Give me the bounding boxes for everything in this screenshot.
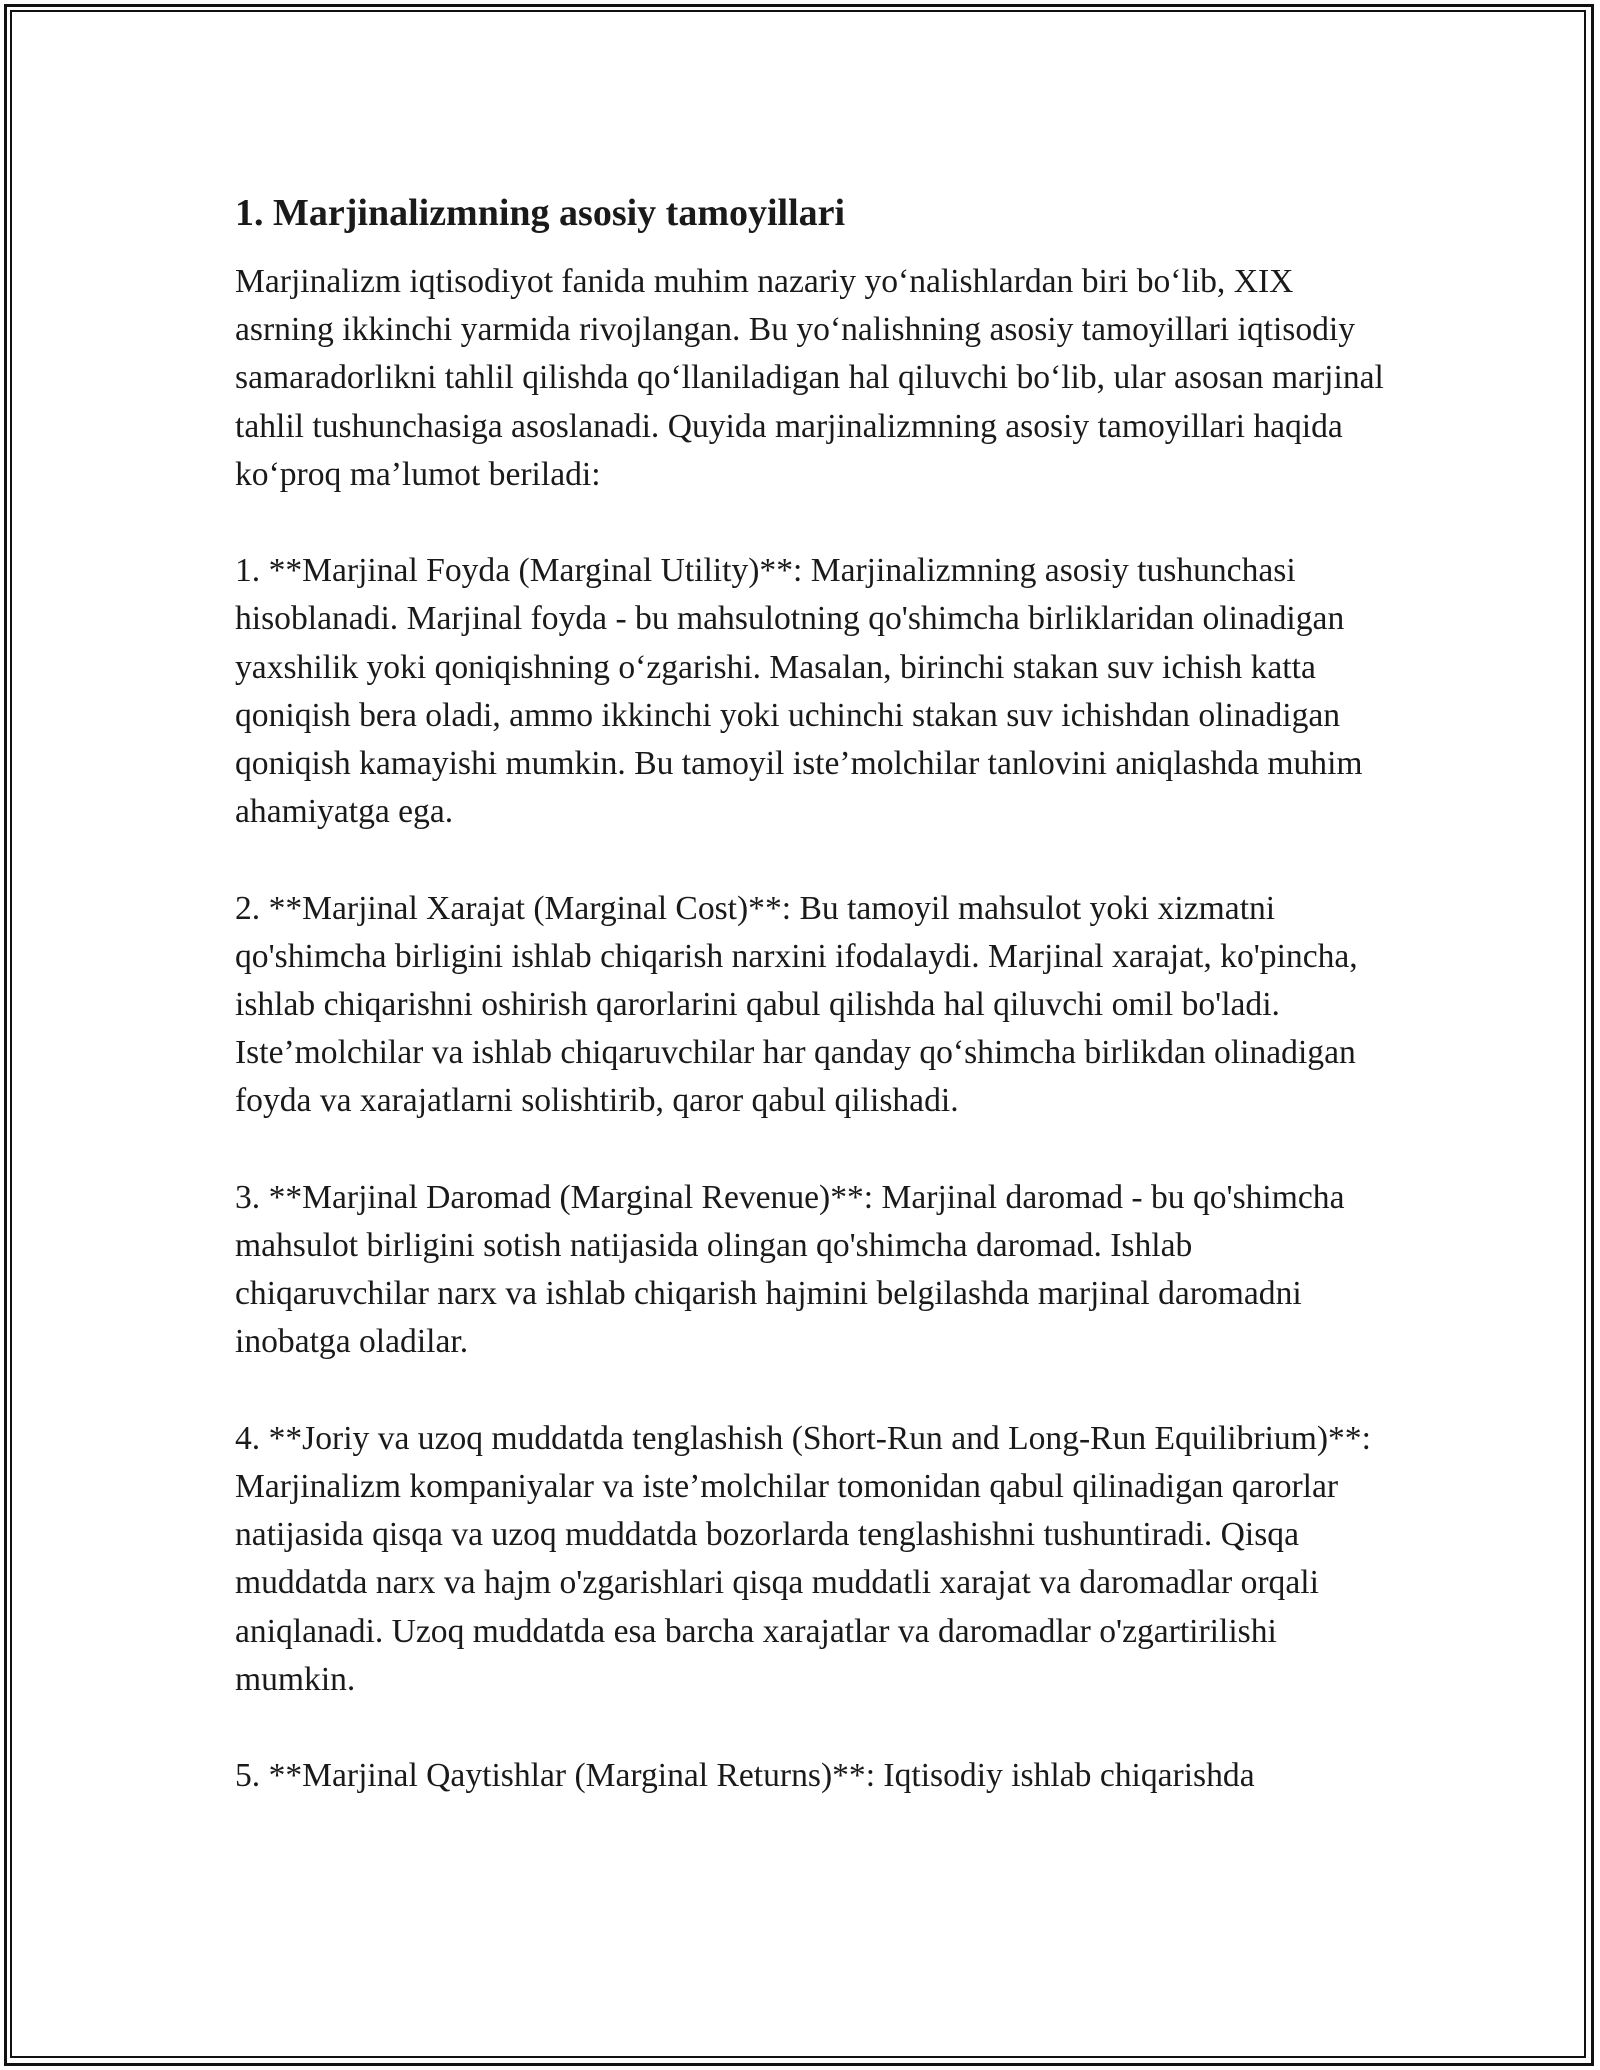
principle-marginal-returns: 5. **Marjinal Qaytishlar (Marginal Returns)**: Iqtisodiy ishlab chiqarishda	[235, 1757, 1255, 1795]
principle-equilibrium: 4. **Joriy va uzoq muddatda tenglashish (Short-Run and Long-Run Equilibrium)**: Marjinalizm kompaniyalar va iste’molchilar tomonidan qabul qilinadigan qarorlar natijasida qisqa va uzoq muddatda bozorlarda tenglashishni tushuntiradi. Qisqa muddatda narx va hajm o'zgarishlari qisqa muddatli xarajat va daromadlar orqali aniqlanadi. Uzoq muddatda esa barcha xarajatlar va daromadlar o'zgartirilishi mumkin.	[235, 1419, 1371, 1698]
principle-marginal-utility: 1. **Marjinal Foyda (Marginal Utility)**: Marjinalizmning asosiy tushunchasi hisoblanadi. Marjinal foyda - bu mahsulotning qo'shimcha birliklaridan olinadigan yaxshilik yoki qoniqishning o‘zgarishi. Masalan, birinchi stakan suv ichish katta qoniqish bera oladi, ammo ikkinchi yoki uchinchi stakan suv ichishdan olinadigan qoniqish kamayishi mumkin. Bu tamoyil iste’molchilar tanlovini aniqlashda muhim ahamiyatga ega.	[235, 552, 1363, 831]
principle-marginal-cost: 2. **Marjinal Xarajat (Marginal Cost)**: Bu tamoyil mahsulot yoki xizmatni qo'shimcha birligini ishlab chiqarish narxini ifodalaydi. Marjinal xarajat, ko'pincha, ishlab chiqarishni oshirish qarorlarini qabul qilishda hal qiluvchi omil bo'ladi. Iste’molchilar va ishlab chiqaruvchilar har qanday qo‘shimcha birlikdan olinadigan foyda va xarajatlarni solishtirib, qaror qabul qilishadi.	[235, 889, 1358, 1120]
principle-marginal-revenue: 3. **Marjinal Daromad (Marginal Revenue)**: Marjinal daromad - bu qo'shimcha mahsulot birligini sotish natijasida olingan qo'shimcha daromad. Ishlab chiqaruvchilar narx va ishlab chiqarish hajmini belgilashda marjinal daromadni inobatga oladilar.	[235, 1178, 1345, 1361]
section-heading: 1. Marjinalizmning asosiy tamoyillari	[235, 192, 846, 234]
intro-paragraph: Marjinalizm iqtisodiyot fanida muhim nazariy yo‘nalishlardan biri bo‘lib, XIX asrning ikkinchi yarmida rivojlangan. Bu yo‘nalishning asosiy tamoyillari iqtisodiy samaradorlikni tahlil qilishda qo‘llaniladigan hal qiluvchi bo‘lib, ular asosan marjinal tahlil tushunchasiga asoslanadi. Quyida marjinalizmning asosiy tamoyillari haqida ko‘proq ma’lumot beriladi:	[235, 263, 1384, 493]
document-body	[235, 188, 1385, 1849]
